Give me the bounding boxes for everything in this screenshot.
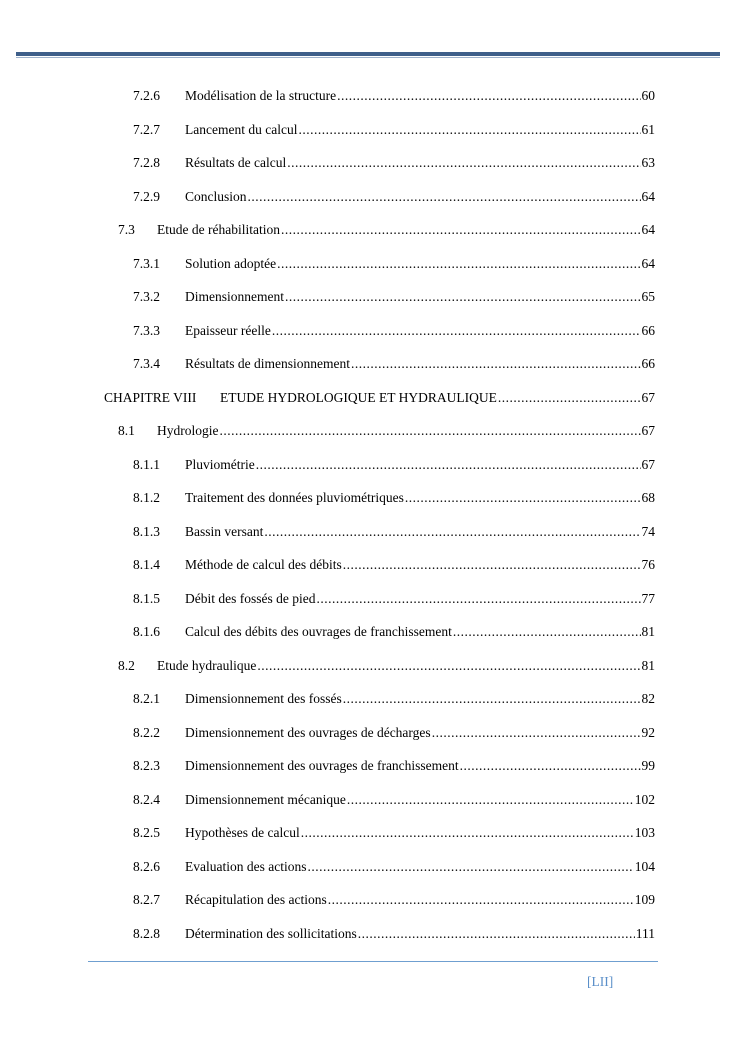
- toc-dot-leader: [264, 524, 640, 540]
- toc-dot-leader: [272, 323, 641, 339]
- toc-entry-number: 8.1.5: [133, 591, 160, 606]
- toc-entry-page: 64: [641, 189, 655, 204]
- toc-entry-number: 8.2.4: [133, 792, 160, 807]
- toc-entry-page: 103: [634, 825, 655, 840]
- toc-dot-leader: [328, 892, 634, 908]
- toc-entry-title: Résultats de calcul: [185, 155, 287, 170]
- toc-entry[interactable]: [133, 122, 655, 142]
- toc-entry-page: 77: [641, 591, 655, 606]
- toc-entry-number: 8.2.2: [133, 725, 160, 740]
- page-number: [LII]: [587, 974, 614, 989]
- toc-entry-title: Bassin versant: [185, 524, 264, 539]
- toc-entry-page: 102: [634, 792, 655, 807]
- toc-entry-page: 61: [641, 122, 655, 137]
- toc-entry[interactable]: [133, 691, 655, 711]
- toc-entry-page: 104: [634, 859, 655, 874]
- toc-dot-leader: [460, 758, 641, 774]
- header-rule-thin: [16, 57, 720, 58]
- toc-dot-leader: [301, 825, 634, 841]
- toc-dot-leader: [343, 691, 641, 707]
- toc-entry-title: Résultats de dimensionnement: [185, 356, 350, 371]
- toc-dot-leader: [432, 725, 641, 741]
- toc-dot-leader: [347, 792, 634, 808]
- toc-entry-number: 8.2: [118, 658, 135, 673]
- toc-entry-title: Modélisation de la structure: [185, 88, 337, 103]
- toc-dot-leader: [498, 390, 641, 406]
- toc-entry-number: 8.1.3: [133, 524, 160, 539]
- toc-entry-page: 60: [641, 88, 655, 103]
- toc-entry-page: 68: [641, 490, 655, 505]
- toc-entry-title: Lancement du calcul: [185, 122, 298, 137]
- toc-entry-title: Etude hydraulique: [157, 658, 257, 673]
- toc-dot-leader: [285, 289, 641, 305]
- toc-dot-leader: [343, 557, 641, 573]
- toc-entry-number: 7.3.4: [133, 356, 160, 371]
- toc-entry-number: 8.1.6: [133, 624, 160, 639]
- toc-entry[interactable]: [133, 624, 655, 644]
- toc-entry-page: 63: [641, 155, 655, 170]
- toc-entry[interactable]: [133, 557, 655, 577]
- toc-entry[interactable]: [133, 323, 655, 343]
- toc-entry-page: 81: [641, 624, 655, 639]
- toc-entry[interactable]: [133, 591, 655, 611]
- toc-dot-leader: [248, 189, 641, 205]
- toc-entry-number: 7.3: [118, 222, 135, 237]
- toc-entry[interactable]: [133, 88, 655, 108]
- toc-entry-title: Etude de réhabilitation: [157, 222, 280, 237]
- toc-entry-title: Traitement des données pluviométriques: [185, 490, 404, 505]
- toc-dot-leader: [316, 591, 640, 607]
- toc-entry-page: 67: [641, 390, 655, 405]
- toc-entry-title: Evaluation des actions: [185, 859, 307, 874]
- toc-entry-title: Hypothèses de calcul: [185, 825, 300, 840]
- toc-dot-leader: [358, 926, 635, 942]
- toc-entry-number: 7.3.2: [133, 289, 160, 304]
- toc-entry-title: Détermination des sollicitations: [185, 926, 357, 941]
- toc-entry[interactable]: [133, 155, 655, 175]
- toc-entry-page: 67: [641, 457, 655, 472]
- toc-entry-page: 76: [641, 557, 655, 572]
- toc-entry-number: 7.2.7: [133, 122, 160, 137]
- toc-entry-title: Dimensionnement mécanique: [185, 792, 346, 807]
- toc-entry-page: 82: [641, 691, 655, 706]
- footer-rule: [88, 961, 658, 962]
- toc-dot-leader: [405, 490, 641, 506]
- toc-entry-number: 7.3.3: [133, 323, 160, 338]
- toc-dot-leader: [257, 658, 640, 674]
- toc-entry[interactable]: [133, 892, 655, 912]
- toc-entry-number: 8.1.4: [133, 557, 160, 572]
- toc-entry[interactable]: [133, 825, 655, 845]
- toc-entry-number: 7.2.9: [133, 189, 160, 204]
- toc-dot-leader: [256, 457, 641, 473]
- toc-entry-page: 74: [641, 524, 655, 539]
- toc-entry[interactable]: [133, 189, 655, 209]
- toc-entry-title: Méthode de calcul des débits: [185, 557, 342, 572]
- toc-dot-leader: [307, 859, 633, 875]
- toc-entry-number: 7.2.8: [133, 155, 160, 170]
- toc-entry-number: 8.1.1: [133, 457, 160, 472]
- toc-entry-number: CHAPITRE VIII: [104, 390, 197, 405]
- toc-entry[interactable]: [133, 792, 655, 812]
- toc-dot-leader: [453, 624, 641, 640]
- toc-entry-title: Solution adoptée: [185, 256, 277, 271]
- toc-entry[interactable]: [133, 524, 655, 544]
- toc-dot-leader: [277, 256, 640, 272]
- toc-entry[interactable]: [118, 222, 655, 242]
- toc-entry-page: 81: [641, 658, 655, 673]
- toc-entry-page: 109: [634, 892, 655, 907]
- toc-entry-page: 65: [641, 289, 655, 304]
- toc-entry-number: 8.1: [118, 423, 135, 438]
- toc-entry-number: 8.2.1: [133, 691, 160, 706]
- toc-entry[interactable]: [133, 457, 655, 477]
- toc-entry-title: Hydrologie: [157, 423, 219, 438]
- toc-entry[interactable]: [133, 926, 655, 946]
- toc-dot-leader: [281, 222, 641, 238]
- toc-entry-page: 92: [641, 725, 655, 740]
- toc-entry-title: ETUDE HYDROLOGIQUE ET HYDRAULIQUE: [220, 390, 497, 405]
- toc-entry-number: 8.1.2: [133, 490, 160, 505]
- toc-entry-title: Récapitulation des actions: [185, 892, 327, 907]
- toc-dot-leader: [351, 356, 641, 372]
- toc-dot-leader: [337, 88, 640, 104]
- toc-entry[interactable]: [133, 256, 655, 276]
- toc-entry-title: Débit des fossés de pied: [185, 591, 316, 606]
- header-rule: [16, 52, 720, 56]
- toc-entry[interactable]: [133, 725, 655, 745]
- toc-entry[interactable]: [118, 658, 655, 678]
- toc-entry-title: Pluviométrie: [185, 457, 255, 472]
- toc-entry-title: Dimensionnement: [185, 289, 284, 304]
- toc-entry[interactable]: [133, 490, 655, 510]
- toc-dot-leader: [298, 122, 640, 138]
- toc-entry-number: 8.2.6: [133, 859, 160, 874]
- toc-entry-number: 7.3.1: [133, 256, 160, 271]
- toc-entry-number: 8.2.3: [133, 758, 160, 773]
- toc-entry-title: Conclusion: [185, 189, 247, 204]
- toc-dot-leader: [220, 423, 641, 439]
- toc-entry-page: 66: [641, 356, 655, 371]
- toc-entry-title: Epaisseur réelle: [185, 323, 271, 338]
- toc-entry-title: Dimensionnement des ouvrages de franchissement: [185, 758, 459, 773]
- toc-entry-number: 8.2.8: [133, 926, 160, 941]
- toc-entry-title: Dimensionnement des ouvrages de décharges: [185, 725, 431, 740]
- toc-dot-leader: [287, 155, 640, 171]
- toc-entry[interactable]: [118, 423, 655, 443]
- toc-entry-page: 66: [641, 323, 655, 338]
- toc-entry-title: Calcul des débits des ouvrages de franchissement: [185, 624, 452, 639]
- toc-entry[interactable]: [104, 390, 655, 410]
- toc-entry-page: 64: [641, 256, 655, 271]
- toc-entry[interactable]: [133, 859, 655, 879]
- toc-entry[interactable]: [133, 289, 655, 309]
- toc-entry-page: 99: [641, 758, 655, 773]
- toc-entry-number: 8.2.7: [133, 892, 160, 907]
- toc-entry-title: Dimensionnement des fossés: [185, 691, 342, 706]
- toc-entry-number: 7.2.6: [133, 88, 160, 103]
- toc-entry-number: 8.2.5: [133, 825, 160, 840]
- toc-entry-page: 64: [641, 222, 655, 237]
- toc-entry[interactable]: [133, 758, 655, 778]
- toc-entry[interactable]: [133, 356, 655, 376]
- toc-entry-page: 67: [641, 423, 655, 438]
- toc-entry-page: 111: [635, 926, 655, 941]
